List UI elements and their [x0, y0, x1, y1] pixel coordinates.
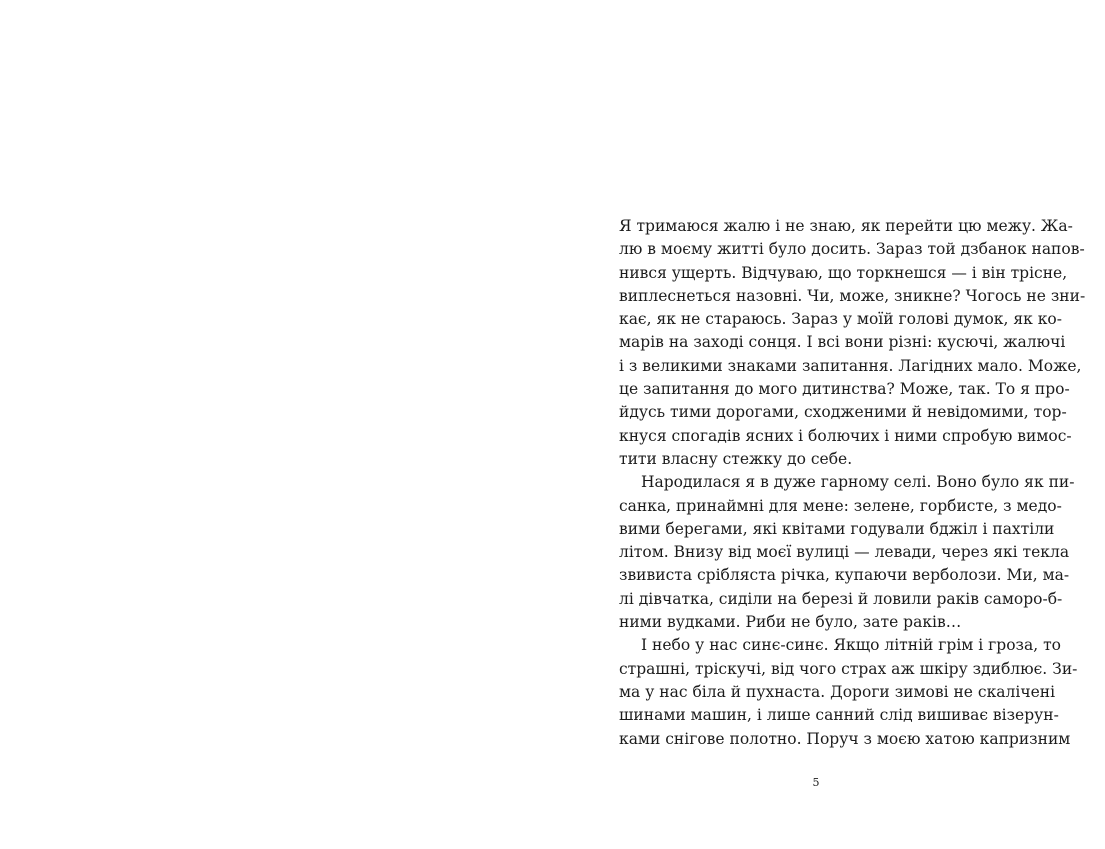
text-line: лі дівчатка, сиділи на березі й ловили раків саморо-б-: [619, 589, 1063, 608]
page-number: 5: [812, 776, 820, 789]
text-line: вими берегами, які квітами годували бджіл і пахтіли: [619, 519, 1055, 538]
text-line: і з великими знаками запитання. Лагідних мало. Може,: [619, 356, 1082, 375]
text-line: йдусь тими дорогами, сходженими й невідомими, тор-: [619, 403, 1067, 422]
text-line: шинами машин, і лише санний слід вишиває візерун-: [619, 706, 1059, 725]
text-line: санка, принаймні для мене: зелене, горбисте, з медо-: [619, 496, 1062, 515]
text-line: ками снігове полотно. Поруч з моєю хатою капризним: [619, 729, 1071, 748]
text-line: кнуся спогадів ясних і болючих і ними спробую вимос-: [619, 426, 1072, 445]
text-line: літом. Внизу від моєї вулиці — левади, через які текла: [619, 543, 1070, 562]
text-line: лю в моєму житті було досить. Зараз той дзбанок напов-: [619, 240, 1085, 259]
text-line: тити власну стежку до себе.: [619, 449, 853, 468]
text-line: виплеснеться назовні. Чи, може, зникне? Чогось не зни-: [619, 286, 1086, 305]
right-page: [552, 0, 1105, 849]
text-line: звивиста срібляста річка, купаючи верболози. Ми, ма-: [619, 566, 1070, 585]
text-line: страшні, тріскучі, від чого страх аж шкіру здиблює. Зи-: [619, 659, 1078, 678]
text-line: нився ущерть. Відчуваю, що торкнешся — і він трісне,: [619, 263, 1068, 282]
text-line: Народилася я в дуже гарному селі. Воно було як пи-: [641, 473, 1075, 492]
text-line: кає, як не стараюсь. Зараз у моїй голові думок, як ко-: [619, 310, 1062, 329]
text-line: ними вудками. Риби не було, зате раків…: [619, 613, 962, 632]
body-text: [619, 215, 1086, 751]
text-line: Я тримаюся жалю і не знаю, як перейти цю межу. Жа-: [619, 217, 1073, 235]
text-line: марів на заході сонця. І всі вони різні: кусючі, жалючі: [619, 333, 1066, 352]
text-line: це запитання до мого дитинства? Може, так. То я про-: [619, 380, 1070, 399]
left-page-blank: [0, 0, 552, 849]
text-line: І небо у нас синє-синє. Якщо літній грім і гроза, то: [641, 636, 1062, 655]
text-line: ма у нас біла й пухнаста. Дороги зимові не скалічені: [619, 682, 1056, 701]
